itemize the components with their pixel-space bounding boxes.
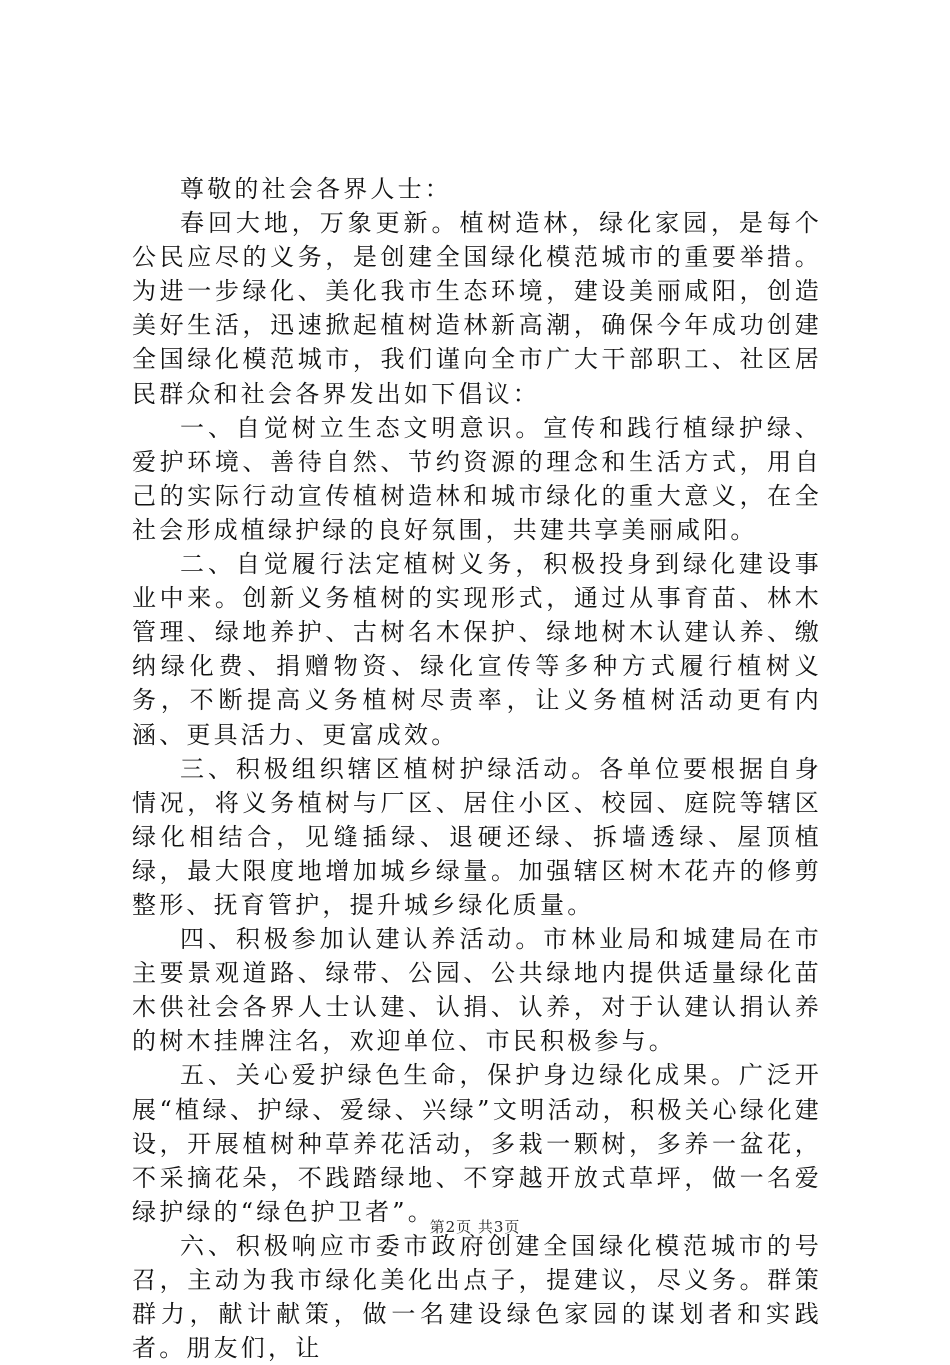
document-body <box>132 172 822 1365</box>
paragraph-item-3: 三、积极组织辖区植树护绿活动。各单位要根据自身情况，将义务植树与厂区、居住小区、校园、庭院等辖区绿化相结合，见缝插绿、退硬还绿、拆墙透绿、屋顶植绿，最大限度地增加城乡绿量。加强辖区树木花卉的修剪整形、抚育管护，提升城乡绿化质量。 <box>132 754 822 919</box>
paragraph-item-6: 六、积极响应市委市政府创建全国绿化模范城市的号召，主动为我市绿化美化出点子，提建议，尽义务。群策群力，献计献策，做一名建设绿色家园的谋划者和实践者。朋友们，让 <box>132 1231 822 1363</box>
paragraph-item-1: 一、自觉树立生态文明意识。宣传和践行植绿护绿、爱护环境、善待自然、节约资源的理念和生活方式，用自己的实际行动宣传植树造林和城市绿化的重大意义，在全社会形成植绿护绿的良好氛围，共建共享美丽咸阳。 <box>132 413 822 544</box>
paragraph-intro: 春回大地，万象更新。植树造林，绿化家园，是每个公民应尽的义务，是创建全国绿化模范城市的重要举措。为进一步绿化、美化我市生态环境，建设美丽咸阳，创造美好生活，迅速掀起植树造林新高潮，确保今年成功创建全国绿化模范城市，我们谨向全市广大干部职工、社区居民群众和社会各界发出如下倡议： <box>132 209 822 408</box>
paragraph-item-4: 四、积极参加认建认养活动。市林业局和城建局在市主要景观道路、绿带、公园、公共绿地内提供适量绿化苗木供社会各界人士认建、认捐、认养，对于认建认捐认养的树木挂牌注名，欢迎单位、市民积极参与。 <box>132 925 822 1056</box>
page-number-footer: 第2页 共3页 <box>429 1218 521 1236</box>
paragraph-item-2: 二、自觉履行法定植树义务，积极投身到绿化建设事业中来。创新义务植树的实现形式，通过从事育苗、林木管理、绿地养护、古树名木保护、绿地树木认建认养、缴纳绿化费、捐赠物资、绿化宣传等多种方式履行植树义务，不断提高义务植树尽责率，让义务植树活动更有内涵、更具活力、更富成效。 <box>132 550 822 749</box>
salutation: 尊敬的社会各界人士： <box>180 175 452 203</box>
paragraph-item-5: 五、关心爱护绿色生命，保护身边绿化成果。广泛开展“植绿、护绿、爱绿、兴绿”文明活动，积极关心绿化建设，开展植树种草养花活动，多栽一颗树，多养一盆花，不采摘花朵，不践踏绿地、不穿越开放式草坪，做一名爱绿护绿的“绿色护卫者”。 <box>132 1061 822 1226</box>
